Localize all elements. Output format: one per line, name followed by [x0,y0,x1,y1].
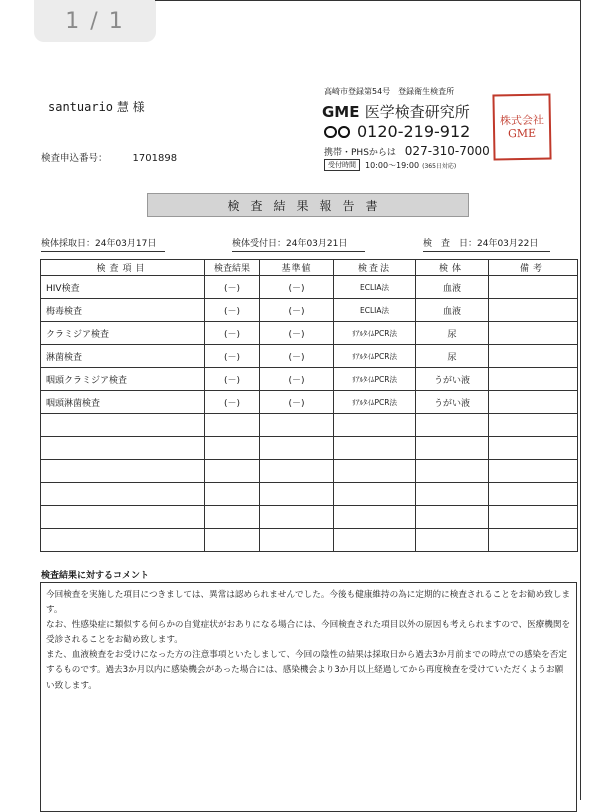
cell-method: ﾘｱﾙﾀｲﾑPCR法 [334,391,416,414]
page-right-border [580,0,581,800]
header-method: 検査法 [334,260,416,276]
table-row [41,299,578,322]
header-item: 検査項目 [41,260,205,276]
header-note: 備考 [489,260,578,276]
cell-note [489,345,578,368]
header-specimen: 検体 [416,260,489,276]
cell-result: (－) [205,345,260,368]
cell-item: 淋菌検査 [41,345,205,368]
recipient-suffix: 慧 様 [116,100,145,114]
cell-item: 咽頭クラミジア検査 [41,368,205,391]
cell-result: (－) [205,368,260,391]
comment-paragraph: なお、性感染症に類似する何らかの自覚症状がおありになる場合には、今回検査された項目以外の原因も考えられますので、医療機関を受診されることをお勧め致します。 [46,620,571,646]
cell-reference: (－) [260,345,334,368]
cell-note [489,322,578,345]
empty-row [41,460,578,483]
cell-specimen: 血液 [416,276,489,299]
cell-note [489,368,578,391]
reception-hours [324,159,456,171]
cell-specimen: 尿 [416,322,489,345]
company-seal-stamp: 株式会社GME [492,93,551,160]
empty-row [41,414,578,437]
hours-note: (365日対応) [422,162,457,170]
table-row [41,276,578,299]
page-top-border [155,0,580,1]
cell-item: 咽頭淋菌検査 [41,391,205,414]
cell-result: (－) [205,299,260,322]
test-date: 検 査 日：24年03月22日 [423,236,550,252]
phs-label: 携帯・PHSからは [324,148,396,158]
table-header-row [41,260,578,276]
free-dial-icon [324,126,350,138]
toll-free [324,122,470,141]
cell-reference: (－) [260,322,334,345]
comment-label: 検査結果に対するコメント [41,571,150,581]
lab-name-latin: GME [322,103,360,121]
table-row [41,368,578,391]
empty-row [41,437,578,460]
cell-item: クラミジア検査 [41,322,205,345]
report-title: 検査結果報告書 [147,193,469,217]
results-table [40,259,578,552]
cell-specimen: 尿 [416,345,489,368]
cell-result: (－) [205,322,260,345]
cell-method: ﾘｱﾙﾀｲﾑPCR法 [334,322,416,345]
cell-reference: (－) [260,276,334,299]
comment-box [40,582,577,812]
cell-result: (－) [205,276,260,299]
empty-row [41,506,578,529]
header-reference: 基準値 [260,260,334,276]
request-number-value: 1701898 [132,153,178,164]
cell-note [489,276,578,299]
cell-item: 梅毒検査 [41,299,205,322]
received-date: 検体受付日：24年03月21日 [232,236,365,252]
cell-note [489,391,578,414]
cell-method: ﾘｱﾙﾀｲﾑPCR法 [334,368,416,391]
cell-method: ECLIA法 [334,299,416,322]
phs-number: 027-310-7000 [404,144,490,158]
comment-paragraph: 今回検査を実施した項目につきましては、異常は認められませんでした。今後も健康維持の為に定期的に検査されることをお勧め致します。 [46,590,571,616]
cell-reference: (－) [260,368,334,391]
cell-specimen: 血液 [416,299,489,322]
hours-tag: 受付時間 [324,159,360,171]
cell-reference: (－) [260,391,334,414]
table-row [41,322,578,345]
cell-item: HIV検査 [41,276,205,299]
toll-free-number: 0120-219-912 [357,122,471,141]
cell-result: (－) [205,391,260,414]
table-row [41,345,578,368]
comment-paragraph: また、血液検査をお受けになった方の注意事項といたしまして、今回の陰性の結果は採取日から過去3か月前までの時点での感染を否定するものです。過去3か月以内に感染機会があった場合には、感染機会より3か月以上経過してから再度検査を受けていただくようお願い致します。 [46,650,567,691]
empty-row [41,483,578,506]
page-indicator: 1 / 1 [34,0,156,42]
phs-contact [324,144,490,158]
hours-value: 10:00～19:00 [365,160,420,170]
lab-name-jp: 医学検査研究所 [364,103,470,121]
cell-specimen: うがい液 [416,391,489,414]
lab-name [322,101,470,122]
collection-date: 検体採取日：24年03月17日 [41,236,165,252]
recipient [48,98,145,115]
table-row [41,391,578,414]
cell-reference: (－) [260,299,334,322]
empty-row [41,529,578,552]
cell-note [489,299,578,322]
request-number [41,150,177,164]
request-number-label: 検査申込番号： [41,153,108,164]
cell-method: ﾘｱﾙﾀｲﾑPCR法 [334,345,416,368]
recipient-name: santuario [48,100,114,114]
lab-registration: 高崎市登録第54号 登録衛生検査所 [324,87,455,96]
header-result: 検査結果 [205,260,260,276]
cell-method: ECLIA法 [334,276,416,299]
cell-specimen: うがい液 [416,368,489,391]
